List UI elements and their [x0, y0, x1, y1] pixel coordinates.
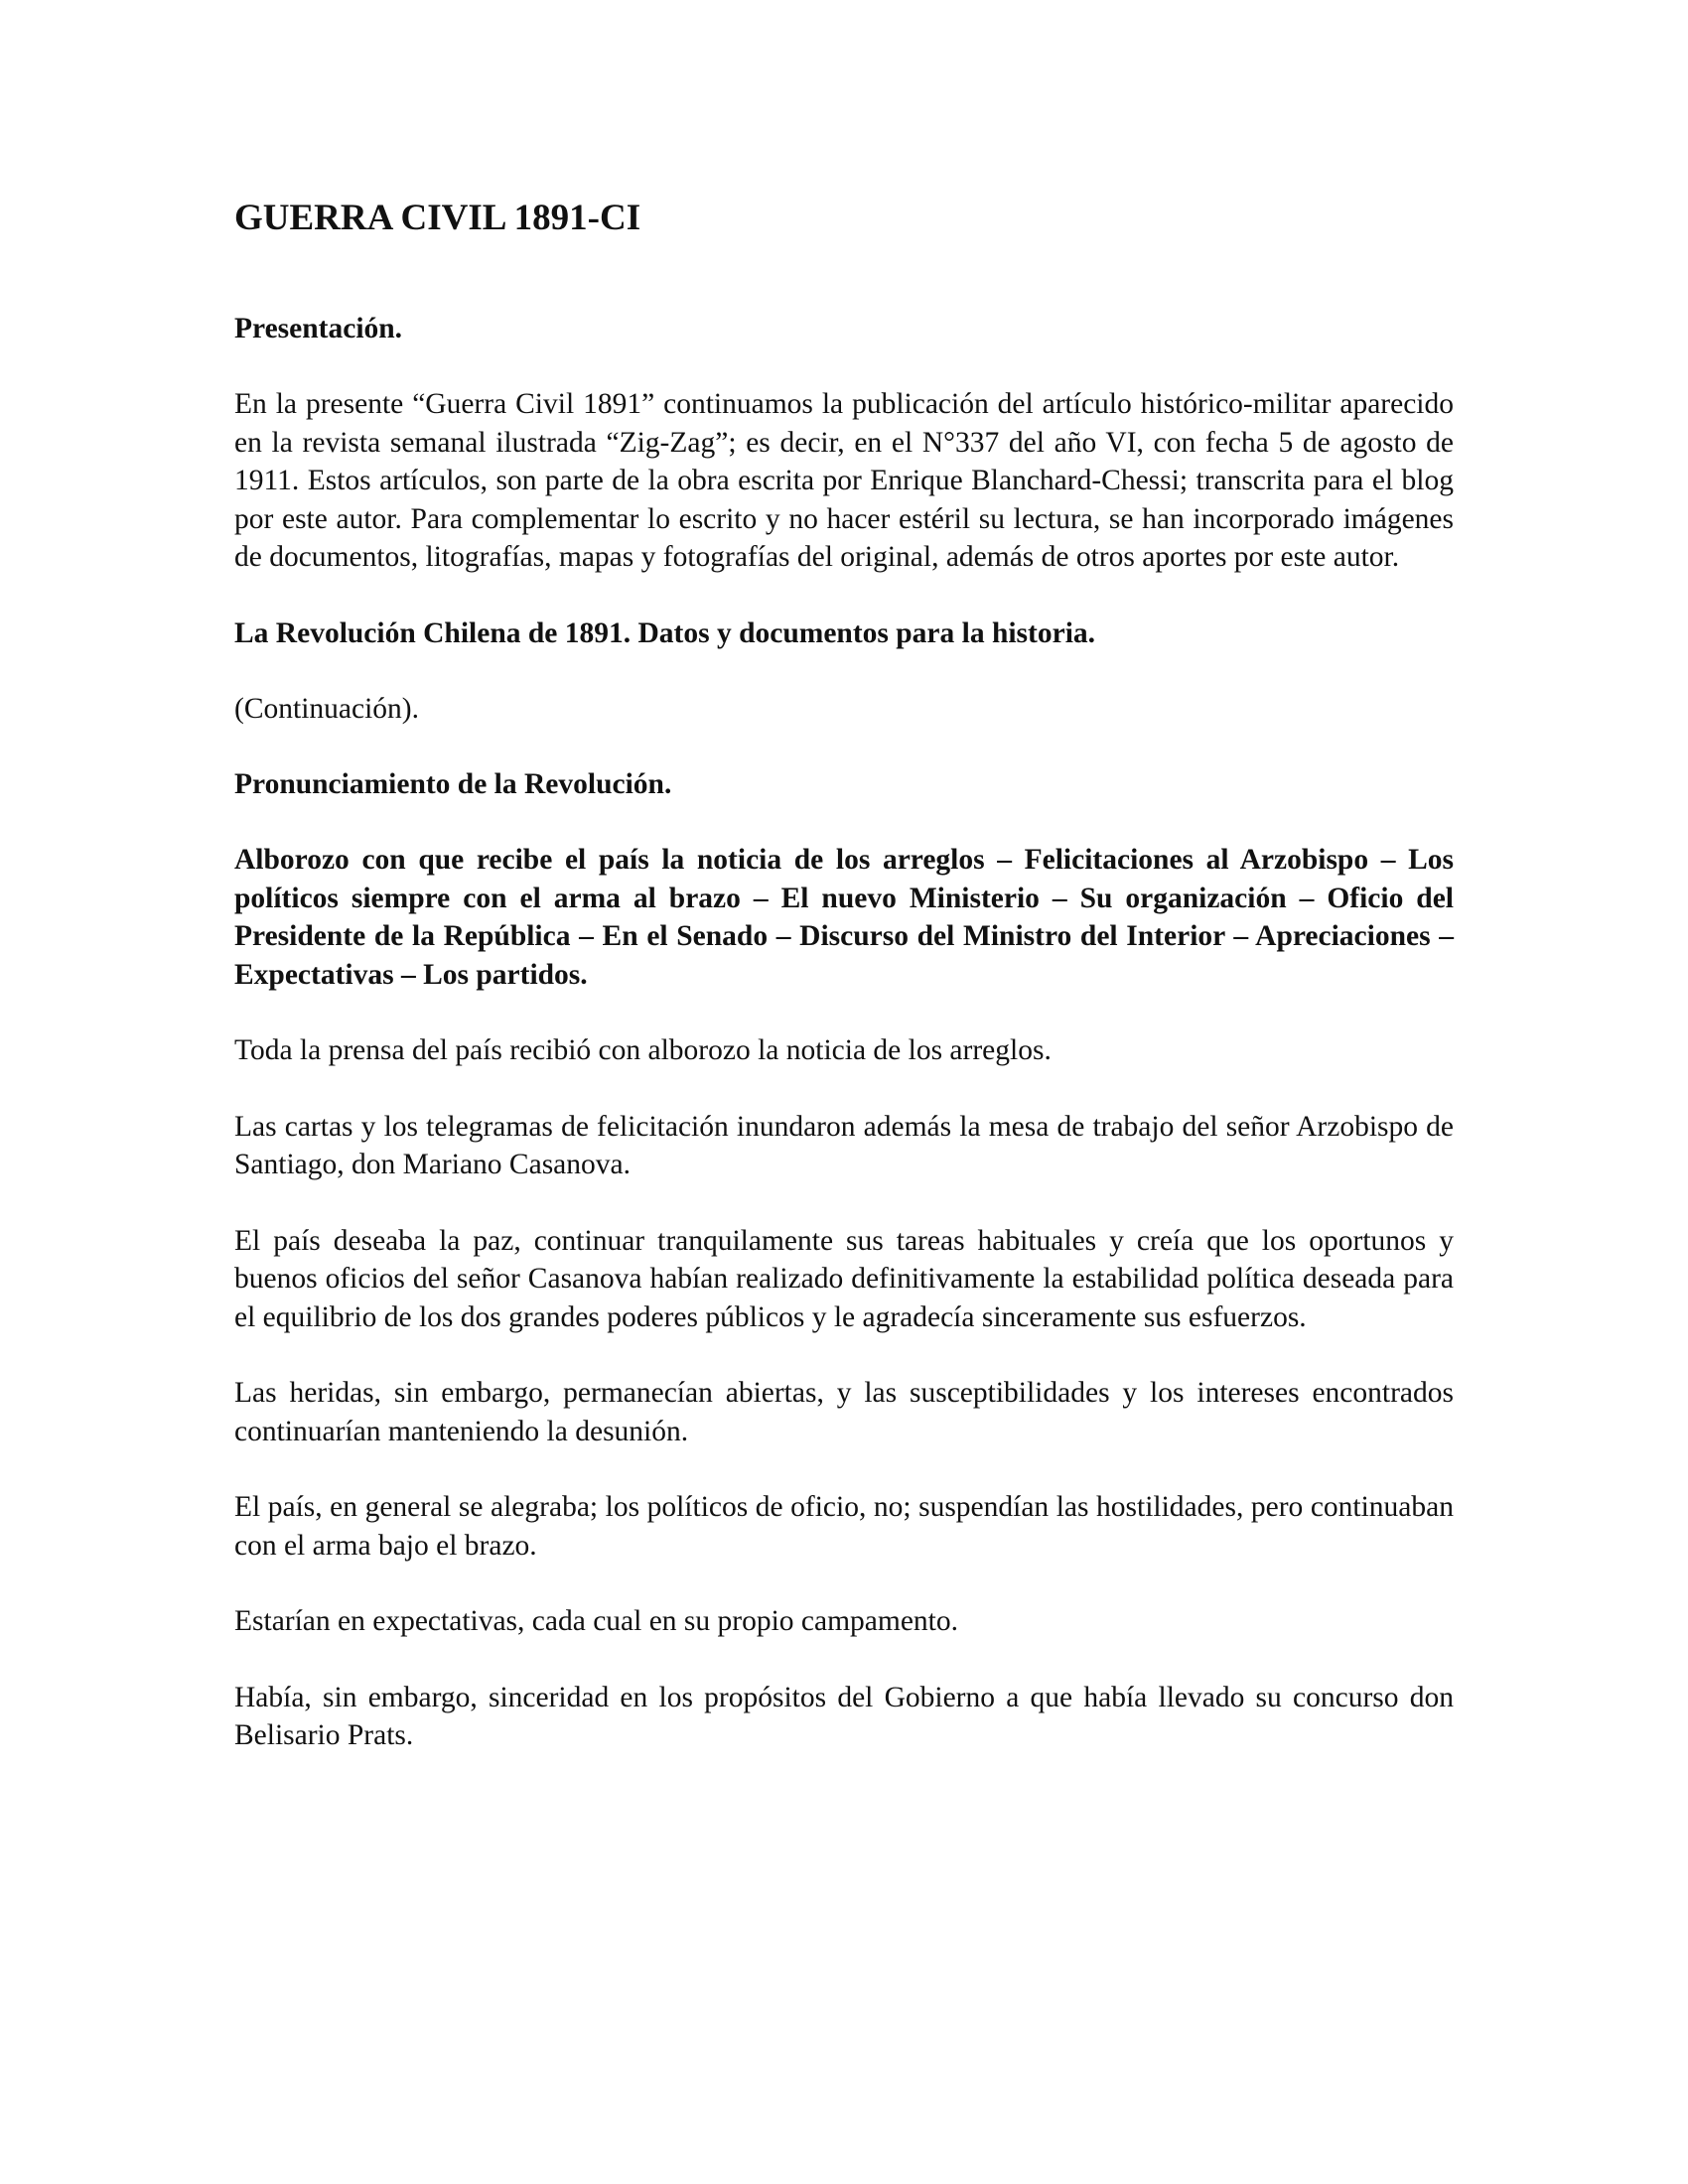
presentation-heading: Presentación.: [234, 313, 403, 344]
body-paragraph: Había, sin embargo, sinceridad en los propósitos del Gobierno a que había llevado su concurso don Belisario Prats.: [234, 1681, 1454, 1751]
body-paragraph: Las cartas y los telegramas de felicitación inundaron además la mesa de trabajo del señor Arzobispo de Santiago, don Mariano Casanova.: [234, 1110, 1454, 1180]
document-title: GUERRA CIVIL 1891-CI: [234, 198, 641, 238]
body-paragraph: El país deseaba la paz, continuar tranquilamente sus tareas habituales y creía que los oportunos y buenos oficios del señor Casanova habían realizado definitivamente la estabilidad política deseada para el equilibrio de los dos grandes poderes públicos y le agradecía sinceramente sus esfuerzos.: [234, 1224, 1454, 1333]
body-paragraph: Las heridas, sin embargo, permanecían abiertas, y las susceptibilidades y los intereses encontrados continuarían manteniendo la desunión.: [234, 1377, 1454, 1447]
continuation-note: (Continuación).: [234, 692, 419, 725]
chapter-summary: Alborozo con que recibe el país la noticia de los arreglos – Felicitaciones al Arzobispo – Los políticos siempre con el arma al brazo – El nuevo Ministerio – Su organización – Oficio del Presidente de la República – En el Senado – Discurso del Ministro del Interior – Apreciaciones – Expectativas – Los partidos.: [234, 844, 1454, 991]
document-page: [234, 195, 1454, 1755]
body-paragraph: El país, en general se alegraba; los políticos de oficio, no; suspendían las hostilidades, pero continuaban con el arma bajo el brazo.: [234, 1491, 1454, 1562]
chapter-heading: Pronunciamiento de la Revolución.: [234, 768, 672, 800]
work-title: La Revolución Chilena de 1891. Datos y documentos para la historia.: [234, 616, 1096, 649]
body-paragraph: Estarían en expectativas, cada cual en su propio campamento.: [234, 1605, 959, 1637]
intro-paragraph: En la presente “Guerra Civil 1891” continuamos la publicación del artículo histórico-militar aparecido en la revista semanal ilustrada “Zig-Zag”; es decir, en el N°337 del año VI, con fecha 5 de agosto de 1911. Estos artículos, son parte de la obra escrita por Enrique Blanchard-Chessi; transcrita para el blog por este autor. Para complementar lo escrito y no hacer estéril su lectura, se han incorporado imágenes de documentos, litografías, mapas y fotografías del original, además de otros aportes por este autor.: [234, 388, 1454, 573]
body-paragraph: Toda la prensa del país recibió con alborozo la noticia de los arreglos.: [234, 1034, 1052, 1066]
